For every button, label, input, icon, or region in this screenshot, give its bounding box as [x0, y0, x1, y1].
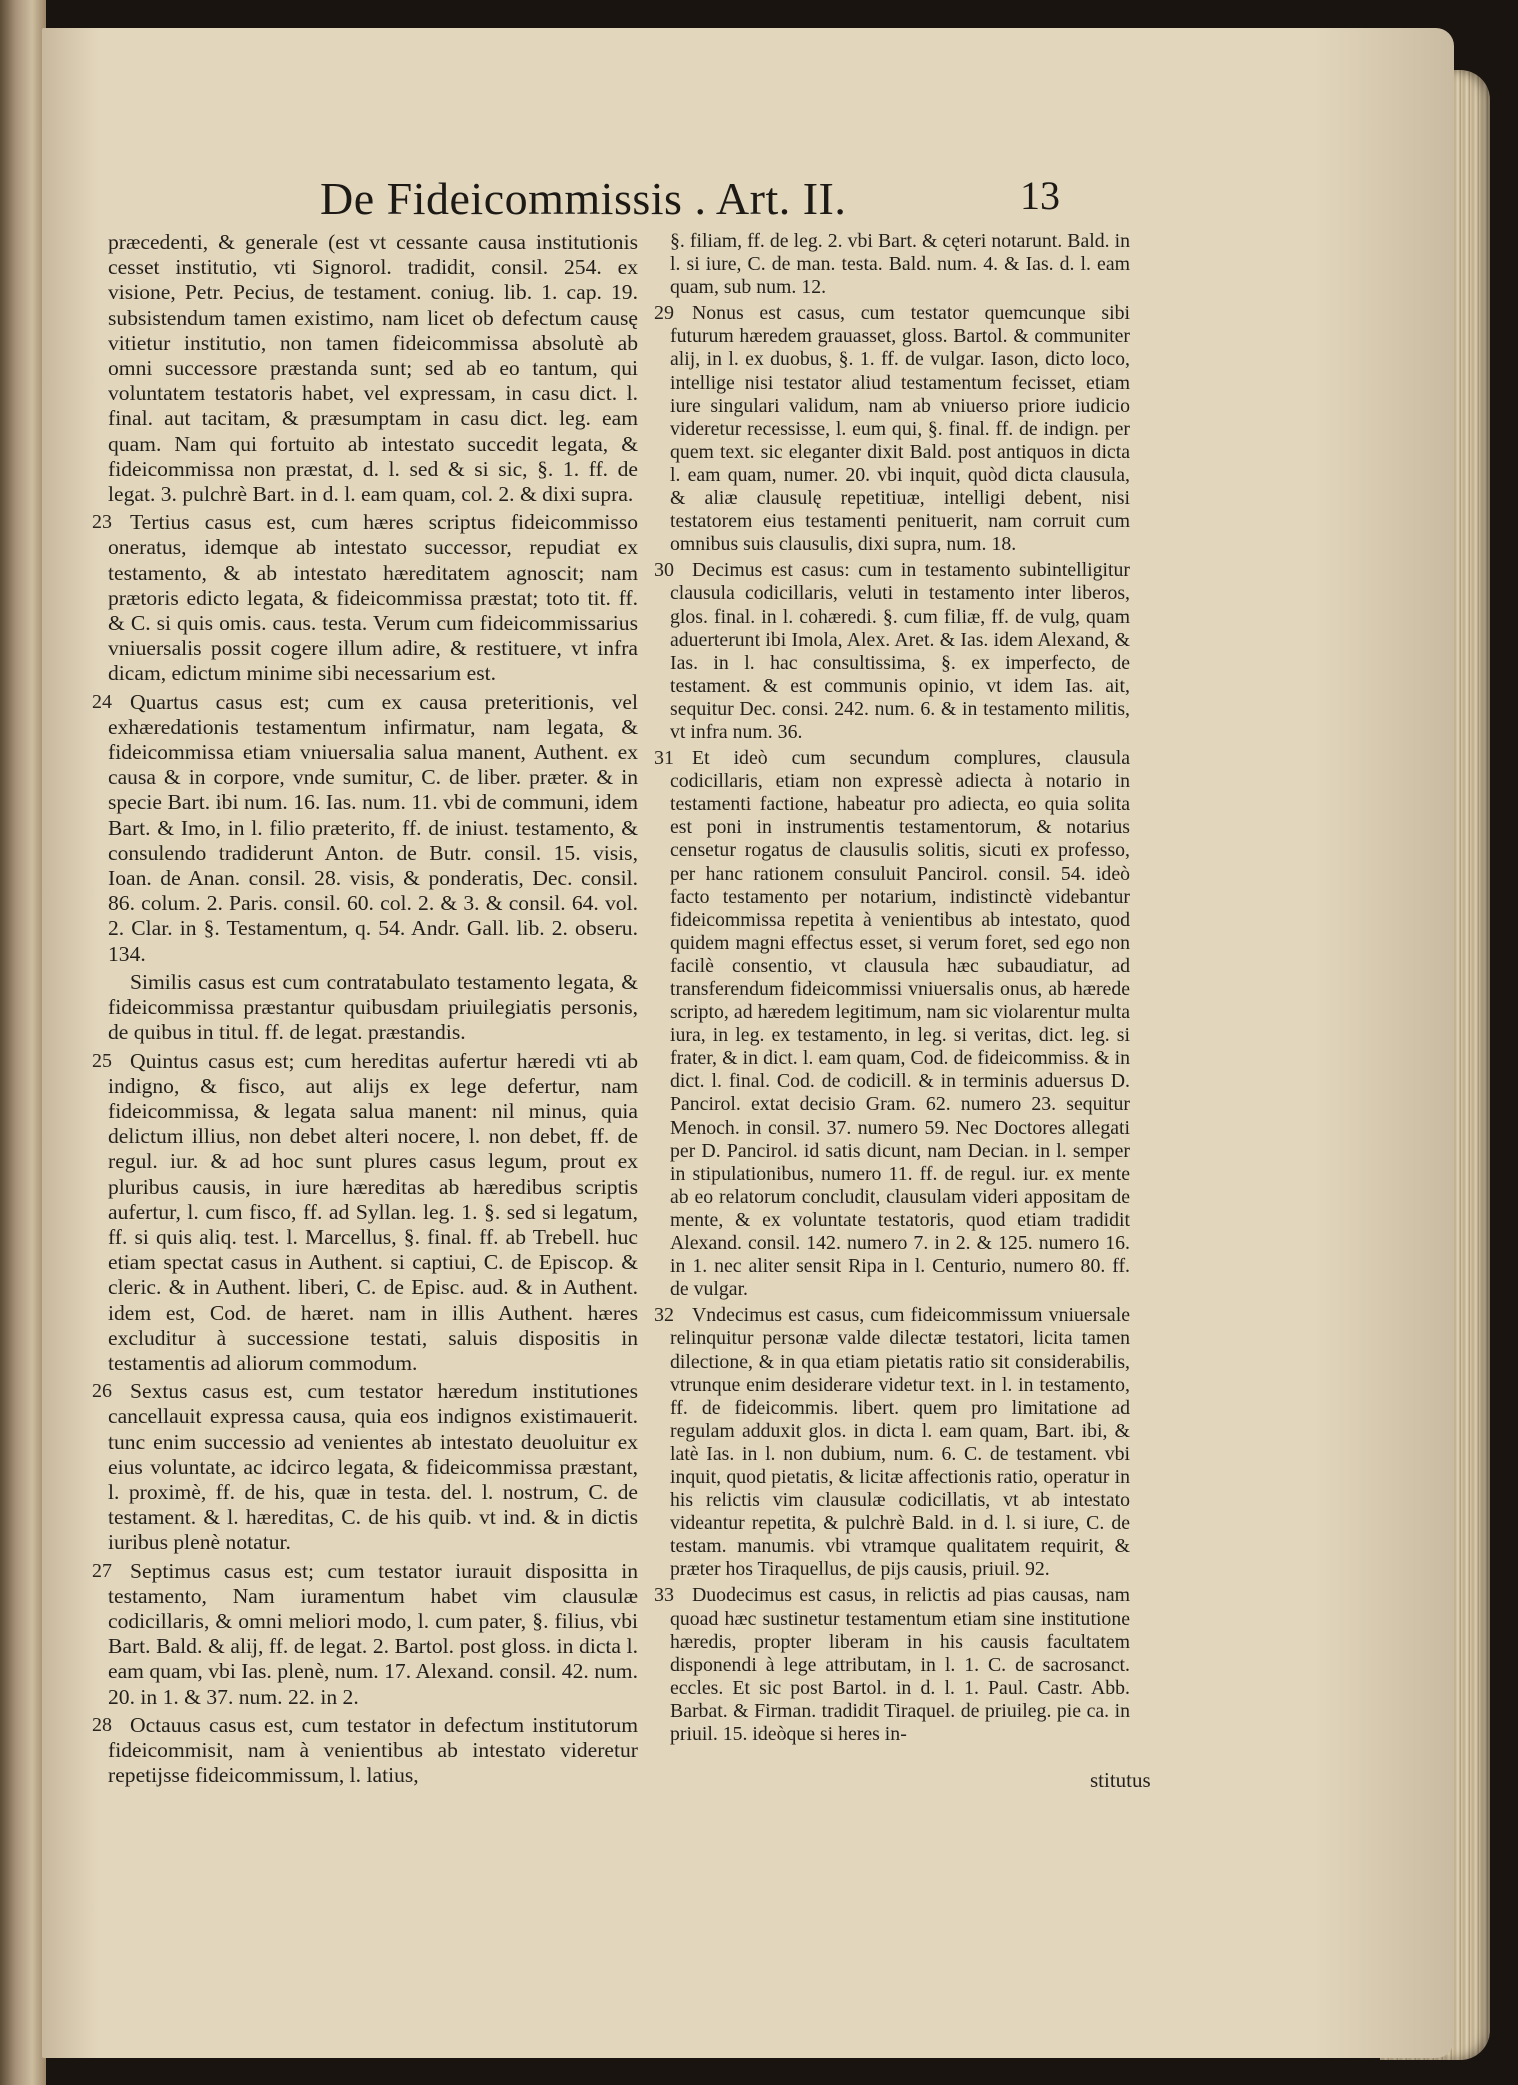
- running-header: [320, 172, 1120, 232]
- section-number: 24: [92, 690, 112, 713]
- left-page-edge: [0, 0, 46, 2085]
- section-number: 26: [92, 1380, 112, 1403]
- section-number: 32: [654, 1304, 674, 1327]
- paragraph-text: Quartus casus est; cum ex causa preteritionis, vel exhæredationis testamentum infirmatur, nam legata, & fideicommissa etiam vniuersalia salua manent, Authent. ex causa & in corpore, vnde sumitur, C. de liber. præter. & in specie Bart. ibi num. 16. Ias. num. 11. vbi de communi, idem Bart. & Imo, in l. filio præterito, ff. de iniust. testamento, & consulendo tradiderunt Anton. de Butr. consil. 15. visis, Ioan. de Anan. consil. 28. visis, & ponderatis, Dec. consil. 86. colum. 2. Paris. consil. 60. col. 2. & 3. & consil. 64. vol. 2. Clar. in §. Testamentum, q. 54. Andr. Gall. lib. 2. obseru. 134.: [108, 689, 638, 966]
- paragraph-text: Decimus est casus: cum in testamento subintelligitur clausula codicillaris, veluti in testamento inter liberos, glos. final. in l. cohæredi. §. cum filiæ, ff. de vulg, quam aduerterunt ibi Imola, Alex. Aret. & Ias. idem Alexand, & Ias. in l. hac consultissima, §. ex imperfecto, de testament. & est communis opinio, vt idem Ias. ait, sequitur Dec. consi. 242. num. 6. & in testamento militis, vt infra num. 36.: [670, 559, 1130, 743]
- paragraph: [92, 1379, 638, 1555]
- paragraph: [92, 1048, 638, 1377]
- left-column: [92, 230, 638, 1788]
- paragraph-text: §. filiam, ff. de leg. 2. vbi Bart. & cęteri notarunt. Bald. in l. si iure, C. de man. testa. Bald. num. 4. & Ias. d. l. eam quam, sub num. 12.: [670, 230, 1130, 299]
- paragraph: [670, 230, 1130, 299]
- section-number: 28: [92, 1713, 112, 1736]
- paragraph-text: Et ideò cum secundum complures, clausula codicillaris, etiam non expressè adiecta à notario in testamenti factione, habeatur pro adiecta, eo quia solita est poni in instrumentis testamentorum, & notarius censetur rogatus de clausulis solitis, sicuti ex professo, per hanc rationem consuluit Pancirol. consil. 54. ideò facto testamento per notarium, indistinctè videbantur fideicommissa repetita à venientibus ab intestato, quod quidem magni effectus esset, si verum foret, sed ego non facilè consentio, vt clausula hæc subaudiatur, ad transferendum fideicommissi vniuersalis onus, ab hærede scripto, ad hæredem legitimum, nam sic violarentur multa iura, in leg. ex testamento, in leg. si veritas, dict. leg. si frater, & in dict. l. eam quam, Cod. de fideicommiss. & in dict. l. final. Cod. de codicill. & in terminis aduersus D. Pancirol. extat decisio Gram. 62. numero 23. sequitur Menoch. in consil. 37. numero 59. Nec Doctores allegati per D. Pancirol. id satis dicunt, nam Decian. in l. semper in stipulationibus, numero 11. ff. de regul. iur. ex mente ab eo relatorum concludit, clausulam videri appositam de mente, & ex voluntate testatoris, quod etiam tradidit Alexand. consil. 142. numero 7. in 2. & 125. numero 16. in 1. nec aliter sensit Ripa in l. Centurio, numero 80. ff. de vulgar.: [670, 747, 1130, 1301]
- paragraph: [654, 1304, 1130, 1581]
- paragraph-text: Sextus casus est, cum testator hæredum institutiones cancellauit expressa causa, quia eos indignos existimauerit. tunc enim successio ad venientes ab intestato deuoluitur ex eius voluntate, ac idcirco legata, & fideicommissa præstant, l. proximè, ff. de his, quæ in testa. del. l. nostrum, C. de testament. & l. hæreditas, C. de his quib. vt ind. & in dictis iuribus plenè notatur.: [108, 1379, 638, 1555]
- paragraph-text: Tertius casus est, cum hæres scriptus fideicommisso oneratus, idemque ab intestato successor, repudiat ex testamento, & ab intestato hæreditatem agnoscit; nam prætoris edicto legata, & fideicommissa præstat; toto tit. ff. & C. si quis omis. caus. testa. Verum cum fideicommissarius vniuersalis possit cogere illum adire, & restituere, vt infra dicam, edictum minime sibi necessarium est.: [108, 510, 638, 686]
- paragraph-text: præcedenti, & generale (est vt cessante causa institutionis cesset institutio, vti Signorol. tradidit, consil. 254. ex visione, Petr. Pecius, de testament. coniug. lib. 1. cap. 19. subsistendum tamen existimo, nam licet ob defectum causę vitietur institutio, non tamen fideicommissa absolutè ab omni successore præstanda sunt; sed ab eo tantum, qui voluntatem testatoris habet, vel expressam, in casu dict. l. final. aut tacitam, & præsumptam in casu dict. leg. eam quam. Nam qui fortuito ab intestato succedit legata, & fideicommissa non præstat, d. l. sed & si sic, §. 1. ff. de legat. 3. pulchrè Bart. in d. l. eam quam, col. 2. & dixi supra.: [108, 230, 638, 507]
- paragraph: [108, 970, 638, 1046]
- catchword: stitutus: [1090, 1768, 1151, 1792]
- section-number: 33: [654, 1584, 674, 1607]
- section-number: 23: [92, 511, 112, 534]
- paragraph-text: Nonus est casus, cum testator quemcunque sibi futurum hæredem grauasset, gloss. Bartol. & communiter alij, in l. ex duobus, §. 1. ff. de vulgar. Iason, dicto loco, intellige nisi testator aliud testamentum fecisset, etiam iure singulari validum, nam ab vniuerso priore iudicio videretur recessisse, l. eum qui, §. final. ff. de indign. per quem text. sic eleganter dixit Bald. post antiquos in dicta l. eam quam, numer. 20. vbi inquit, quòd dicta clausula, & aliæ clausulę repetitiuæ, intelligi debent, nisi testatorem eius testamenti penituerit, nam corruit cum omnibus suis clausulis, dixi supra, num. 18.: [670, 302, 1130, 556]
- right-column: [654, 230, 1130, 1746]
- paragraph-text: Quintus casus est; cum hereditas aufertur hæredi vti ab indigno, & fisco, aut alijs ex lege defertur, nam fideicommissa, & legata salua manent: nil minus, quia delictum illius, non debet alteri nocere, l. non debet, ff. de regul. iur. & ad hoc sunt plures casus legum, prout ex pluribus causis, in iure hæreditas ab hæredibus scriptis aufertur, l. cum fisco, ff. ad Syllan. leg. 1. §. sed si legatum, ff. si quis aliq. test. l. Marcellus, §. final. ff. ab Trebell. huc etiam spectat casus in Authent. si captiui, C. de Episcop. & cleric. & in Authent. liberi, C. de Episc. aud. & in Authent. idem est, Cod. de hæret. nam in illis Authent. hæres excluditur à successione testati, saluis dispositis in testamentis ad aliorum commodum.: [108, 1048, 638, 1375]
- section-number: 27: [92, 1559, 112, 1582]
- paragraph: [654, 302, 1130, 556]
- section-number: 30: [654, 559, 674, 582]
- paragraph: [92, 1558, 638, 1710]
- paragraph: [92, 510, 638, 686]
- section-number: 25: [92, 1049, 112, 1072]
- paragraph: [108, 230, 638, 507]
- paragraph: [654, 1584, 1130, 1746]
- paragraph: [92, 1712, 638, 1789]
- paragraph-text: Septimus casus est; cum testator iurauit dispositta in testamento, Nam iuramentum habet vim clausulæ codicillaris, & omni meliori modo, l. cum pater, §. filius, vbi Bart. Bald. & alij, ff. de legat. 2. Bartol. post gloss. in dicta l. eam quam, vbi Ias. plenè, num. 17. Alexand. consil. 42. num. 20. in 1. & 37. num. 22. in 2.: [108, 1558, 638, 1709]
- paragraph-text: Duodecimus est casus, in relictis ad pias causas, nam quoad hæc sustinetur testamentum etiam sine institutione hæredis, propter liberam in his causis facultatem disponendi à lege attributam, in l. 1. C. de sacrosanct. eccles. Et sic post Bartol. in d. l. 1. Paul. Castr. Abb. Barbat. & Firman. tradidit Tiraquel. de priuileg. pie ca. in priuil. 15. ideòque si heres in-: [670, 1584, 1130, 1745]
- page-title: De Fideicommissis . Art. II.: [320, 173, 847, 224]
- page-number: 13: [1020, 173, 1060, 218]
- section-number: 29: [654, 302, 674, 325]
- paragraph: [654, 559, 1130, 744]
- paragraph: [654, 747, 1130, 1301]
- paragraph-text: Similis casus est cum contratabulato testamento legata, & fideicommissa præstantur quibusdam priuilegiatis personis, de quibus in titul. ff. de legat. præstandis.: [108, 969, 638, 1045]
- paragraph-text: Octauus casus est, cum testator in defectum institutorum fideicommisit, nam à venientibus ab intestato videretur repetijsse fideicommissum, l. latius,: [108, 1712, 638, 1788]
- paragraph-text: Vndecimus est casus, cum fideicommissum vniuersale relinquitur personæ valde dilectæ testatori, licita tamen dilectione, & in qua etiam pietatis ratio sit considerabilis, vtrunque enim desiderare videtur text. in l. in testamento, ff. de fideicommis. libert. quem pro limitatione ad regulam adduxit glos. in dicta l. eam quam, Bart. ibi, & latè Ias. in l. non dubium, num. 6. C. de testament. vbi inquit, quod pietatis, & licitæ affectionis ratio, operatur in his relictis vim clausulæ codicillatis, vt ab intestato videantur repetita, & pulchrè Bald. in d. l. si iure, C. de testam. manumis. vbi vtramque qualitatem requirit, & præter hos Tiraquellus, de pijs causis, priuil. 92.: [670, 1304, 1130, 1581]
- section-number: 31: [654, 747, 674, 770]
- paragraph: [92, 689, 638, 967]
